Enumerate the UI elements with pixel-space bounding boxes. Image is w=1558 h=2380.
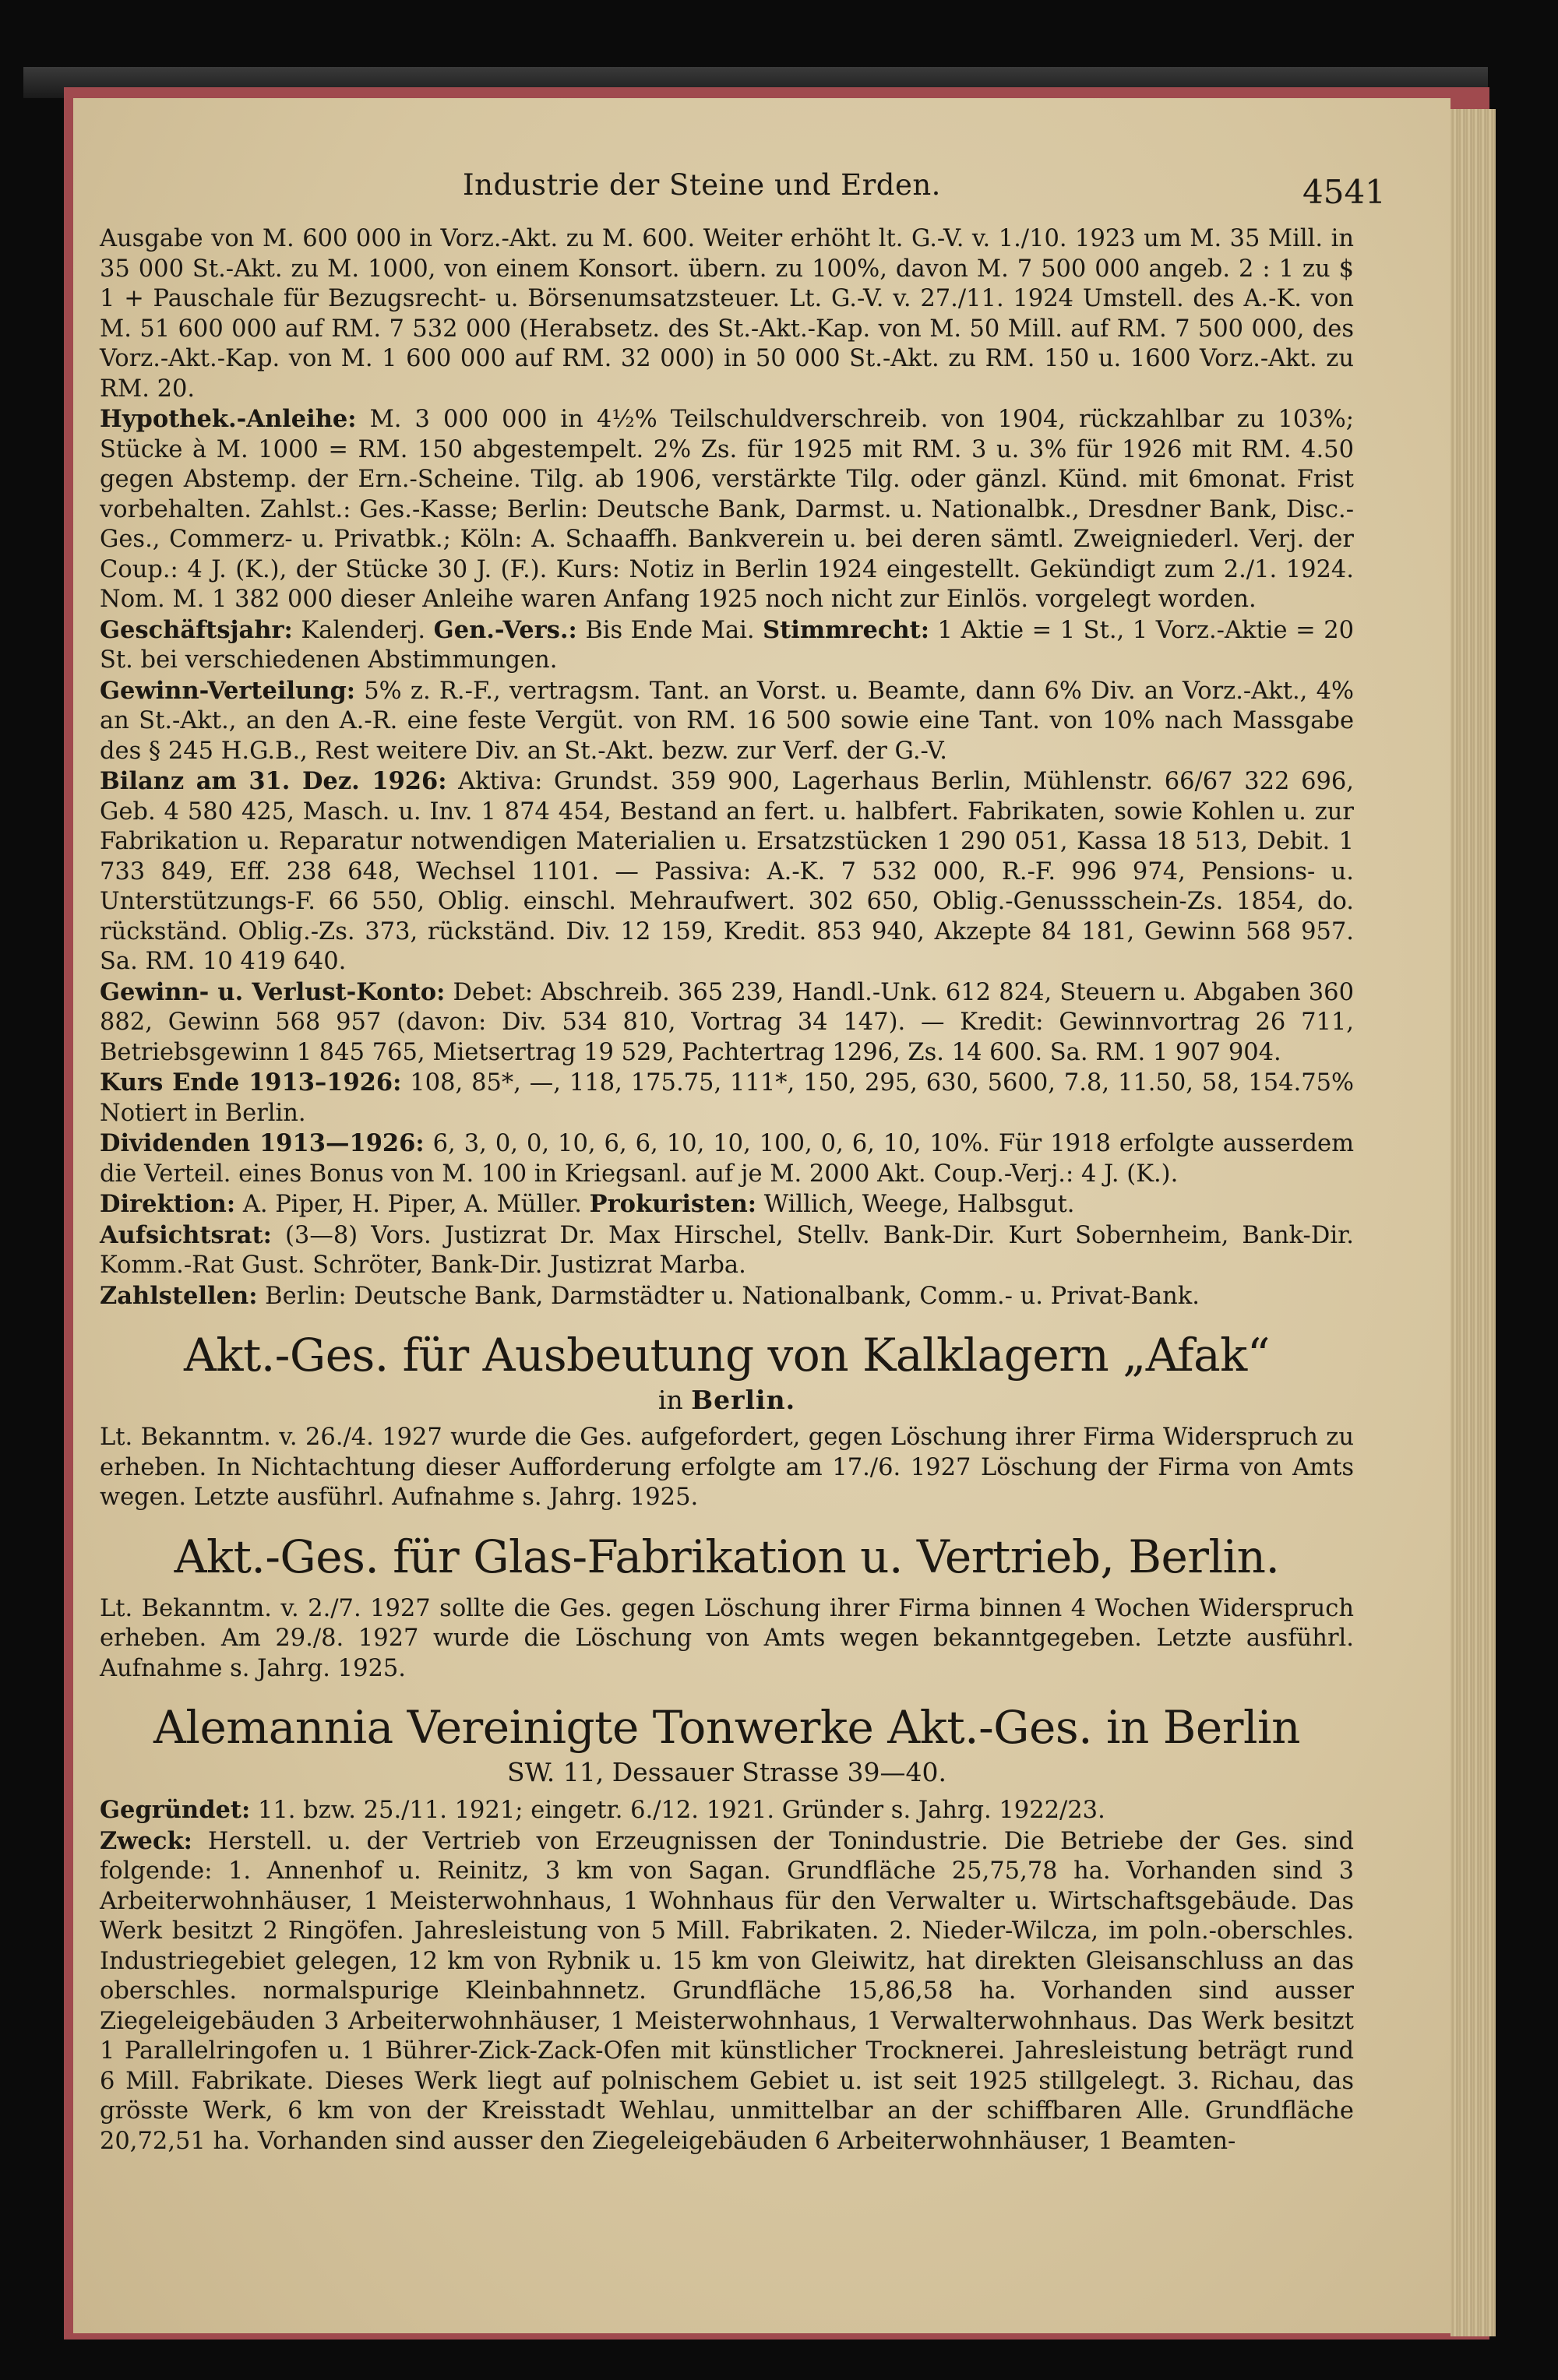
company-address-alemannia: SW. 11, Dessauer Strasse 39—40. [507,1757,946,1787]
book-page [73,98,1450,2333]
section-gegruendet [100,1795,1354,1826]
page-stack-edge [1450,109,1496,2336]
section-text: 108, 85*, —, 118, 175.75, 111*, 150, 295, 630, 5600, 7.8, 11.50, 58, 154.75% Notiert in Berlin. [100,1069,1354,1127]
intro-paragraph: Ausgabe von M. 600 000 in Vorz.-Akt. zu M. 600. Weiter erhöht lt. G.-V. v. 1./10. 1923 um M. 35 Mill. in 35 000 St.-Akt. zu M. 1000, von einem Konsort. übern. zu 100%, davon M. 7 500 000 angeb. 2 : 1 zu $ 1 + Pauschale für Bezugsrecht- u. Börsenumsatzsteuer. Lt. G.-V. v. 27./11. 1924 Umstell. des A.-K. von M. 51 600 000 auf RM. 7 532 000 (Herabsetz. des St.-Akt.-Kap. von M. 50 Mill. auf RM. 7 500 000, des Vorz.-Akt.-Kap. von M. 1 600 000 auf RM. 32 000) in 50 000 St.-Akt. zu RM. 150 u. 1600 Vorz.-Akt. zu RM. 20. [100,225,1354,403]
section-kurs [100,1068,1354,1128]
company-title-glas: Akt.-Ges. für Glas-Fabrikation u. Vertrieb, Berlin. [174,1530,1280,1583]
section-zahlstellen [100,1281,1354,1312]
section-label: Aufsichtsrat: [100,1220,272,1249]
spacer [100,1513,1354,1530]
section-text: 1 Aktie = 1 St., 1 Vorz.-Aktie = 20 St. bei verschiedenen Abstimmungen. [100,616,1355,674]
section-label: Zahlstellen: [100,1281,258,1310]
section-label: Zweck: [100,1826,192,1855]
section-label: Gewinn-Verteilung: [100,676,356,705]
spacer [100,1684,1354,1701]
section-text: Bis Ende Mai. [585,616,755,644]
section-label: Hypothek.-Anleihe: [100,405,357,433]
section-dividenden [100,1128,1354,1189]
section-label: Direktion: [100,1190,236,1218]
section-text: Kalenderj. [301,616,426,644]
section-text: Debet: Abschreib. 365 239, Handl.-Unk. 612 824, Steuern u. Abgaben 360 882, Gewinn 568 957 (davon: Div. 534 810, Vortrag 34 147). — Kredit: Gewinnvortrag 26 711, Betriebsgewinn 1 845 765, Mietsertrag 19 529, Pachtertrag 1296, Zs. 14 600. Sa. RM. 1 907 904. [100,978,1354,1066]
section-gewinn-verteilung [100,676,1354,767]
section-bilanz [100,766,1354,977]
section-label: Gegründet: [100,1796,251,1824]
page-header [73,168,1450,215]
section-label: Geschäftsjahr: [100,615,293,644]
section-aufsichtsrat [100,1220,1354,1281]
company-text-afak: Lt. Bekanntm. v. 26./4. 1927 wurde die Ges. aufgefordert, gegen Löschung ihrer Firma Widerspruch zu erheben. In Nichtachtung dieser Aufforderung erfolgte am 17./6. 1927 Löschung der Firma von Amts wegen. Letzte ausführl. Aufnahme s. Jahrg. 1925. [100,1424,1354,1511]
section-text: Aktiva: Grundst. 359 900, Lagerhaus Berlin, Mühlenstr. 66/67 322 696, Geb. 4 580 425, Masch. u. Inv. 1 874 454, Bestand an fert. u. halbfert. Fabrikaten, sowie Kohlen u. zur Fabrikation u. Reparatur notwendigen Materialien u. Ersatzstücken 1 290 051, Kassa 18 513, Debit. 1 733 849, Eff. 238 648, Wechsel 1101. — Passiva: A.-K. 7 532 000, R.-F. 996 974, Pensions- u. Unterstützungs-F. 66 550, Oblig. einschl. Mehraufwert. 302 650, Oblig.-Genussschein-Zs. 1854, do. rückständ. Oblig.-Zs. 373, rückständ. Div. 12 159, Kredit. 853 940, Akzepte 84 181, Gewinn 568 957. Sa. RM. 10 419 640. [100,768,1354,975]
section-hypothek [100,404,1354,615]
section-text: 11. bzw. 25./11. 1921; eingetr. 6./12. 1921. Gründer s. Jahrg. 1922/23. [257,1797,1105,1824]
spacer [100,1311,1354,1329]
section-geschaeftsjahr [100,615,1354,676]
running-title: Industrie der Steine und Erden. [463,168,941,202]
company-city-afak [100,1385,1354,1415]
section-text: Herstell. u. der Vertrieb von Erzeugnissen der Tonindustrie. Die Betriebe der Ges. sind folgende: 1. Annenhof u. Reinitz, 3 km von Sagan. Grundfläche 25,75,78 ha. Vorhanden sind 3 Arbeiterwohnhäuser, 1 Meisterwohnhaus, 1 Wohnhaus für den Verwalter u. Wirtschaftsgebäude. Das Werk besitzt 2 Ringöfen. Jahresleistung von 5 Mill. Fabrikaten. 2. Nieder-Wilcza, im poln.-oberschles. Industriegebiet gelegen, 12 km von Rybnik u. 15 km von Gleiwitz, hat direkten Gleisanschluss an das oberschles. normalspurige Kleinbahnnetz. Grundfläche 15,86,58 ha. Vorhanden sind ausser Ziegeleigebäuden 3 Arbeiterwohnhäuser, 1 Meisterwohnhaus, 1 Verwalterwohnhaus. Das Werk besitzt 1 Parallelringofen u. 1 Bührer-Zick-Zack-Ofen mit künstlicher Trocknerei. Jahresleistung beträgt rund 6 Mill. Fabrikate. Dieses Werk liegt auf polnischem Gebiet u. ist seit 1925 stillgelegt. 3. Richau, das grösste Werk, 6 km von der Kreisstadt Wehlau, unmittelbar an der schiffbaren Alle. Grundfläche 20,72,51 ha. Vorhanden sind ausser den Ziegeleigebäuden 6 Arbeiterwohnhäuser, 1 Beamten- [100,1827,1354,2155]
section-text: 5% z. R.-F., vertragsm. Tant. an Vorst. u. Beamte, dann 6% Div. an Vorz.-Akt., 4% an St.-Akt., an den A.-R. eine feste Vergüt. von RM. 16 500 sowie eine Tant. von 10% nach Massgabe des § 245 H.G.B., Rest weitere Div. an St.-Akt. bezw. zur Verf. der G.-V. [100,677,1354,765]
page-number: 4541 [1302,173,1386,211]
section-text: (3—8) Vors. Justizrat Dr. Max Hirschel, Stellv. Bank-Dir. Kurt Sobernheim, Bank-Dir. Komm.-Rat Gust. Schröter, Bank-Dir. Justizrat Marba. [100,1221,1354,1279]
section-label: Gen.-Vers.: [433,615,577,644]
section-label: Stimmrecht: [763,615,929,644]
section-text: Willich, Weege, Halbsgut. [763,1191,1075,1218]
section-gewinn-verlust [100,977,1354,1069]
section-text: A. Piper, H. Piper, A. Müller. [242,1191,582,1218]
section-text: M. 3 000 000 in 4½% Teilschuldverschreib. von 1904, rückzahlbar zu 103%; Stücke à M. 1000 = RM. 150 abgestempelt. 2% Zs. für 1925 mit RM. 3 u. 3% für 1926 mit RM. 4.50 gegen Abstemp. der Ern.-Scheine. Tilg. ab 1906, verstärkte Tilg. oder gänzl. Künd. mit 6monat. Frist vorbehalten. Zahlst.: Ges.-Kasse; Berlin: Deutsche Bank, Darmst. u. Nationalbk., Dresdner Bank, Disc.-Ges., Commerz- u. Privatbk.; Köln: A. Schaaffh. Bankverein u. bei deren sämtl. Zweigniederl. Verj. der Coup.: 4 J. (K.), der Stücke 30 J. (F.). Kurs: Notiz in Berlin 1924 eingestellt. Gekündigt zum 2./1. 1924. Nom. M. 1 382 000 dieser Anleihe waren Anfang 1925 noch nicht zur Einlös. vorgelegt worden. [100,406,1355,613]
section-zweck [100,1826,1354,2157]
company-title-alemannia: Alemannia Vereinigte Tonwerke Akt.-Ges. in Berlin [153,1701,1300,1754]
city-prefix: in [657,1385,683,1415]
spacer [100,1583,1354,1594]
section-label: Dividenden 1913—1926: [100,1129,425,1157]
section-label: Bilanz am 31. Dez. 1926: [100,767,447,795]
section-text: Berlin: Deutsche Bank, Darmstädter u. Nationalbank, Comm.- u. Privat-Bank. [265,1282,1200,1310]
section-text: 6, 3, 0, 0, 10, 6, 6, 10, 10, 100, 0, 6, 10, 10%. Für 1918 erfolgte ausserdem die Verteil. eines Bonus von M. 100 in Kriegsanl. auf je M. 2000 Akt. Coup.-Verj.: 4 J. (K.). [100,1130,1355,1188]
company-title-afak: Akt.-Ges. für Ausbeutung von Kalklagern „Afak“ [184,1329,1270,1382]
city-name: Berlin. [691,1385,796,1415]
section-label: Prokuristen: [589,1190,757,1218]
page-body [100,224,1354,2156]
section-label: Gewinn- u. Verlust-Konto: [100,977,446,1006]
section-label: Kurs Ende 1913–1926: [100,1069,402,1097]
company-text-glas: Lt. Bekanntm. v. 2./7. 1927 sollte die Ges. gegen Löschung ihrer Firma binnen 4 Wochen Widerspruch erheben. Am 29./8. 1927 wurde die Löschung von Amts wegen bekanntgegeben. Letzte ausführl. Aufnahme s. Jahrg. 1925. [100,1594,1354,1682]
section-direktion [100,1189,1354,1220]
